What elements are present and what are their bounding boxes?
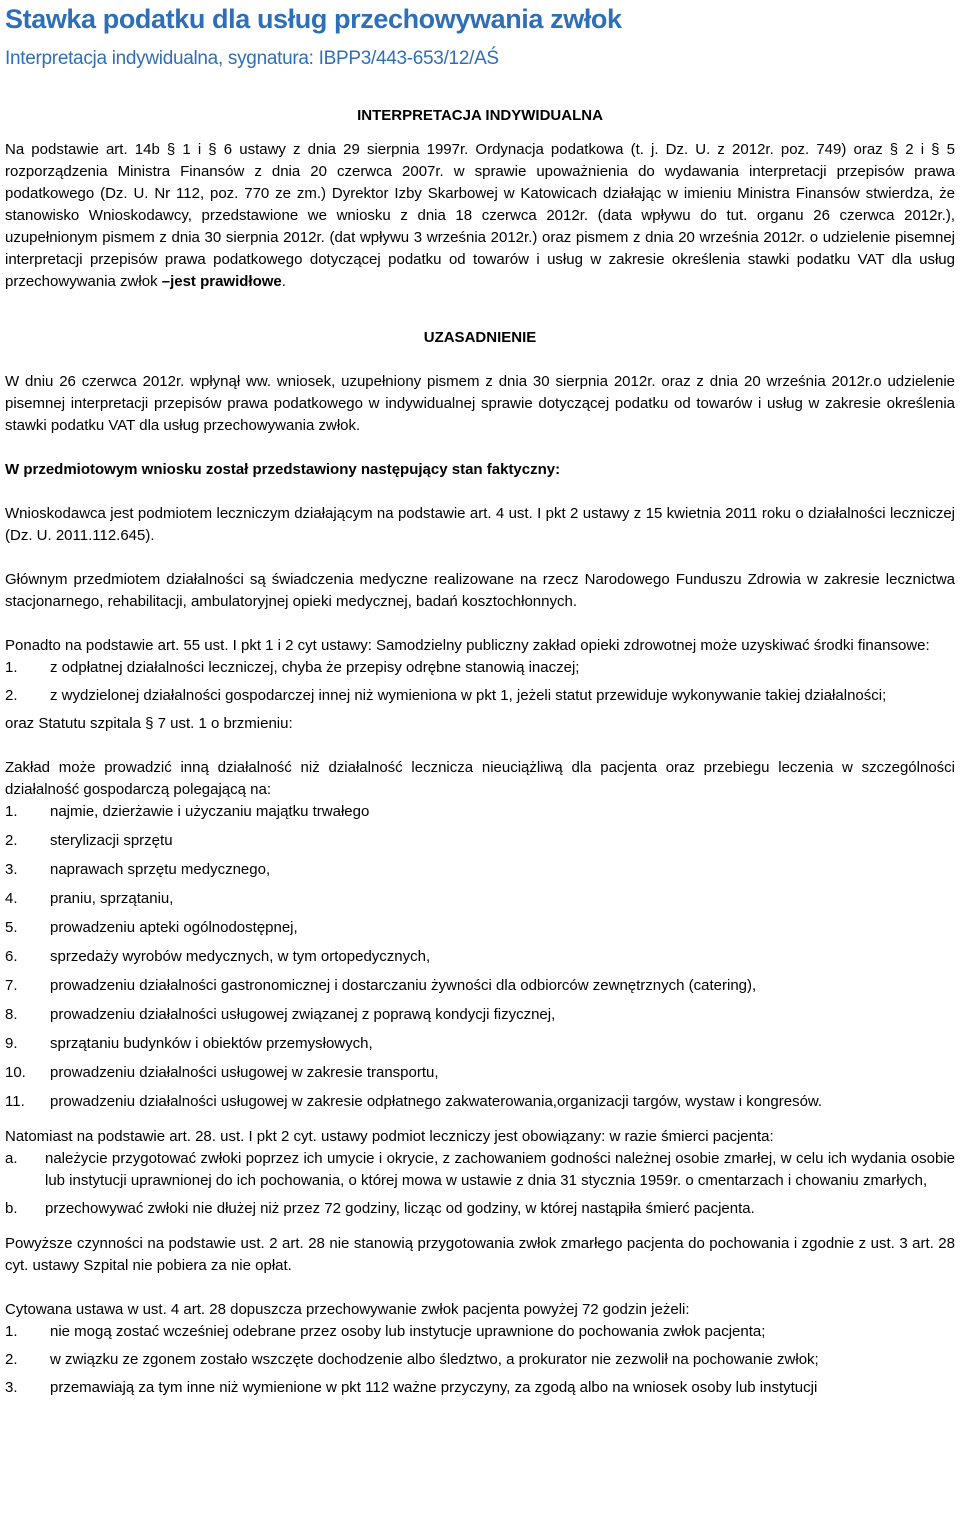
list-item-text: naprawach sprzętu medycznego,	[50, 861, 271, 878]
list-item-text: przechowywać zwłoki nie dłużej niż przez 72 godziny, licząc od godziny, w której nastąpiła śmierć pacjenta.	[45, 1200, 755, 1217]
list-item	[5, 888, 955, 910]
list-item-number: 7.	[5, 977, 18, 994]
list-item-text: prowadzeniu apteki ogólnodostępnej,	[50, 919, 298, 936]
list-item	[5, 859, 955, 881]
list-item	[5, 1033, 955, 1055]
list-item	[5, 830, 955, 852]
list-funding-sources	[5, 657, 955, 707]
paragraph-extended-storage: Cytowana ustawa w ust. 4 art. 28 dopuszcza przechowywanie zwłok pacjenta powyżej 72 godzin jeżeli:	[5, 1301, 690, 1318]
list-item	[5, 1004, 955, 1026]
list-item-text: należycie przygotować zwłoki poprzez ich umycie i okrycie, z zachowaniem godności należnej osobie zmarłej, w celu ich wydania osobie lub instytucji uprawnionej do ich pochowania, o której mowa w ustawie z dnia 31 stycznia 1959r. o cmentarzach i chowaniu zmarłych,	[45, 1150, 955, 1189]
list-item-number: 2.	[5, 832, 18, 849]
list-item-number: 2.	[5, 687, 18, 704]
list-item-text: praniu, sprzątaniu,	[50, 890, 174, 907]
list-item-number: 8.	[5, 1006, 18, 1023]
list-item-number: 5.	[5, 919, 18, 936]
list-item	[5, 1349, 955, 1371]
list-item-number: 3.	[5, 1379, 18, 1396]
list-item-text: sterylizacji sprzętu	[50, 832, 173, 849]
list-item-text: najmie, dzierżawie i użyczaniu majątku trwałego	[50, 803, 370, 820]
paragraph-art55: Ponadto na podstawie art. 55 ust. I pkt 1 i 2 cyt ustawy: Samodzielny publiczny zakład opieki zdrowotnej może uzyskiwać środki finansowe:	[5, 637, 930, 654]
list-item-text: prowadzeniu działalności usługowej związanej z poprawą kondycji fizycznej,	[50, 1006, 556, 1023]
page-title: Stawka podatku dla usług przechowywania zwłok	[5, 4, 622, 34]
paragraph-other-activity: Zakład może prowadzić inną działalność niż działalność lecznicza nieuciążliwą dla pacjenta oraz przebiegu leczenia w szczególności działalność gospodarczą polegającą na:	[5, 759, 955, 798]
list-item	[5, 1148, 955, 1192]
list-item	[5, 1321, 955, 1343]
list-item-number: 2.	[5, 1351, 18, 1368]
list-item-number: 9.	[5, 1035, 18, 1052]
intro-text: Na podstawie art. 14b § 1 i § 6 ustawy z dnia 29 sierpnia 1997r. Ordynacja podatkowa (t. j. Dz. U. z 2012r. poz. 749) oraz § 2 i § 5 rozporządzenia Ministra Finansów z dnia 20 czerwca 2007r. w sprawie upoważnienia do wydawania interpretacji przepisów prawa podatkowego (Dz. U. Nr 112, poz. 770 ze zm.) Dyrektor Izby Skarbowej w Katowicach działając w imieniu Ministra Finansów stwierdza, że stanowisko Wnioskodawcy, przedstawione we wniosku z dnia 18 czerwca 2012r. (data wpływu do tut. organu 26 czerwca 2012r.), uzupełnionym pismem z dnia 30 sierpnia 2012r. (dat wpływu 3 września 2012r.) oraz pismem z dnia 20 września 2012r. o udzielenie pisemnej interpretacji przepisów prawa podatkowego dotyczącej podatku od towarów i usług w zakresie określenia stawki podatku VAT dla usług przechowywania zwłok	[5, 141, 955, 290]
list-extension-conditions	[5, 1321, 955, 1399]
paragraph-art28: Natomiast na podstawie art. 28. ust. I pkt 2 cyt. ustawy podmiot leczniczy jest obowiązany: w razie śmierci pacjenta:	[5, 1128, 774, 1145]
intro-end: .	[281, 273, 286, 290]
list-item	[5, 685, 955, 707]
list-item-text: prowadzeniu działalności usługowej w zakresie transportu,	[50, 1064, 439, 1081]
list-item-letter: b.	[5, 1200, 18, 1217]
list-item	[5, 801, 955, 823]
list-item	[5, 1198, 955, 1220]
list-item	[5, 1091, 955, 1113]
paragraph-entity: Wnioskodawca jest podmiotem leczniczym działającym na podstawie art. 4 ust. I pkt 2 ustawy z 15 kwietnia 2011 roku o działalności leczniczej (Dz. U. 2011.112.645).	[5, 505, 955, 544]
list-item-number: 10.	[5, 1064, 26, 1081]
list-item	[5, 975, 955, 997]
list-item-number: 1.	[5, 803, 18, 820]
list-item	[5, 946, 955, 968]
paragraph-no-fee: Powyższe czynności na podstawie ust. 2 art. 28 nie stanowią przygotowania zwłok zmarłego pacjenta do pochowania i zgodnie z ust. 3 art. 28 cyt. ustawy Szpital nie pobiera za nie opłat.	[5, 1235, 955, 1274]
list-item-text: sprzedaży wyrobów medycznych, w tym ortopedycznych,	[50, 948, 431, 965]
list-item-text: prowadzeniu działalności usługowej w zakresie odpłatnego zakwaterowania,organizacji targów, wystaw i kongresów.	[50, 1093, 823, 1110]
list-item-text: z odpłatnej działalności leczniczej, chyba że przepisy odrębne stanowią inaczej;	[50, 659, 580, 676]
section-heading-interpretation: INTERPRETACJA INDYWIDUALNA	[357, 107, 603, 124]
list-obligations	[5, 1148, 955, 1220]
list-item-text: w związku ze zgonem zostało wszczęte dochodzenie albo śledztwo, a prokurator nie zezwolił na pochowanie zwłok;	[50, 1351, 819, 1368]
list-item-number: 3.	[5, 861, 18, 878]
list-item	[5, 1377, 955, 1399]
paragraph-main-activity: Głównym przedmiotem działalności są świadczenia medyczne realizowane na rzecz Narodowego Funduszu Zdrowia w zakresie lecznictwa stacjonarnego, rehabilitacji, ambulatoryjnej opieki medycznej, badań kosztochłonnych.	[5, 571, 955, 610]
list-item-text: z wydzielonej działalności gospodarczej innej niż wymieniona w pkt 1, jeżeli statut przewiduje wykonywanie takiej działalności;	[50, 687, 887, 704]
intro-verdict: –jest prawidłowe	[161, 273, 282, 290]
list-item-number: 4.	[5, 890, 18, 907]
list-item	[5, 1062, 955, 1084]
list-item	[5, 657, 955, 679]
list-item	[5, 917, 955, 939]
section-heading-justification: UZASADNIENIE	[423, 329, 537, 346]
list-item-number: 1.	[5, 1323, 18, 1340]
intro-paragraph	[5, 139, 955, 293]
paragraph-facts-heading: W przedmiotowym wniosku został przedstawiony następujący stan faktyczny:	[5, 461, 561, 478]
paragraph-statute: oraz Statutu szpitala § 7 ust. 1 o brzmieniu:	[5, 715, 293, 732]
list-item-number: 1.	[5, 659, 18, 676]
list-item-text: przemawiają za tym inne niż wymienione w pkt 112 ważne przyczyny, za zgodą albo na wniosek osoby lub instytucji	[50, 1379, 818, 1396]
list-item-text: prowadzeniu działalności gastronomicznej i dostarczaniu żywności dla odbiorców zewnętrznych (catering),	[50, 977, 757, 994]
list-item-text: nie mogą zostać wcześniej odebrane przez osoby lub instytucje uprawnione do pochowania zwłok pacjenta;	[50, 1323, 766, 1340]
paragraph-received: W dniu 26 czerwca 2012r. wpłynął ww. wniosek, uzupełniony pismem z dnia 30 sierpnia 2012r. oraz z dnia 20 września 2012r.o udzielenie pisemnej interpretacji przepisów prawa podatkowego w indywidualnej sprawie dotyczącej podatku od towarów i usług w zakresie określenia stawki podatku VAT dla usług przechowywania zwłok.	[5, 373, 955, 434]
list-item-number: 6.	[5, 948, 18, 965]
interpretation-subtitle: Interpretacja indywidualna, sygnatura: IBPP3/443-653/12/AŚ	[5, 48, 499, 69]
list-item-letter: a.	[5, 1150, 18, 1167]
list-item-text: sprzątaniu budynków i obiektów przemysłowych,	[50, 1035, 373, 1052]
list-business-activities	[5, 801, 955, 1113]
list-item-number: 11.	[5, 1093, 25, 1110]
